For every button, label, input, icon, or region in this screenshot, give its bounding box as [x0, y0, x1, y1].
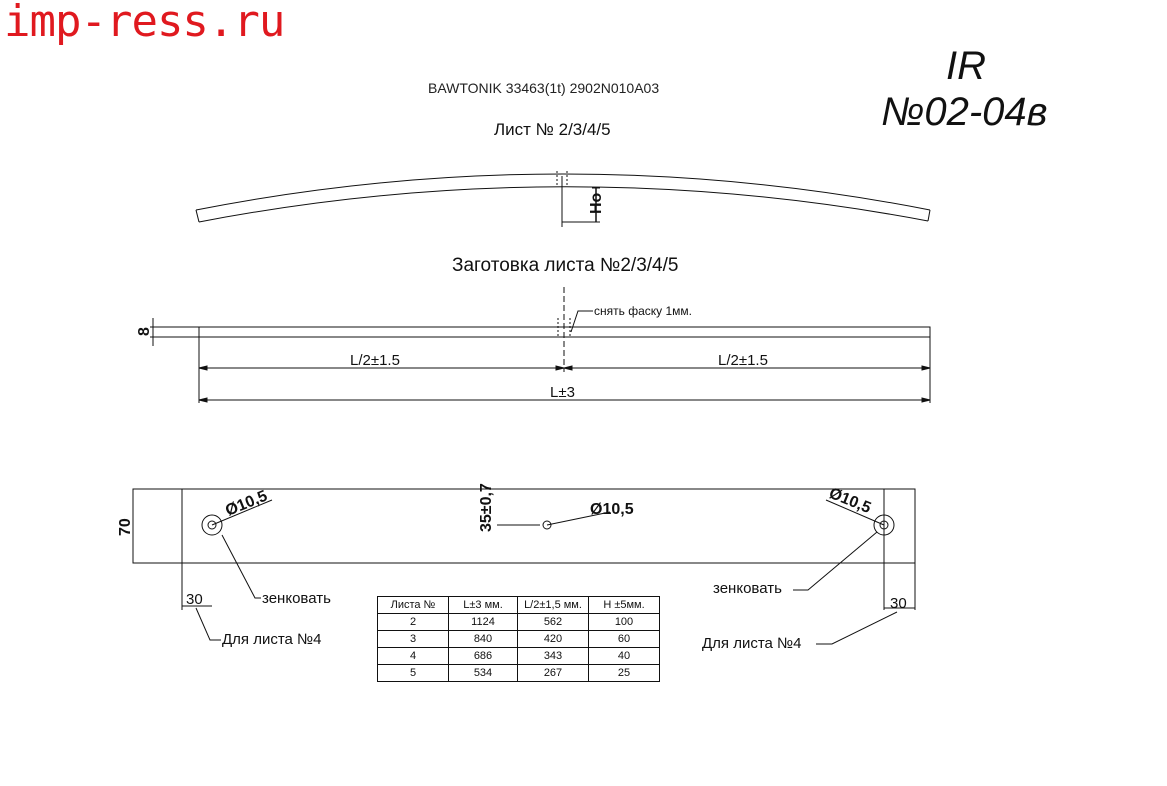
- hole-center-dim: Ø10,5: [590, 501, 634, 518]
- table-cell: 60: [589, 631, 660, 648]
- table-cell: 25: [589, 665, 660, 682]
- table-row: [378, 665, 660, 682]
- table-cell: 420: [518, 631, 589, 648]
- table-cell: 2: [378, 614, 449, 631]
- part-title: BAWTONIK 33463(1t) 2902N010A03: [428, 80, 660, 96]
- column-header: H ±5мм.: [589, 597, 660, 614]
- hole-left-dim: Ø10,5: [223, 487, 270, 520]
- site-watermark: imp-ress.ru: [4, 0, 285, 47]
- note-left: Для листа №4: [222, 631, 322, 648]
- edge-right-dim: 30: [890, 595, 907, 612]
- edge-left-dim: 30: [186, 591, 203, 608]
- table-cell: 686: [449, 648, 518, 665]
- column-header: Листа №: [378, 597, 449, 614]
- width-dim: 70: [117, 518, 134, 536]
- table-row: [378, 648, 660, 665]
- table-cell: 5: [378, 665, 449, 682]
- half-length-left: L/2±1.5: [350, 352, 400, 369]
- table-cell: 534: [449, 665, 518, 682]
- table-cell: 1124: [449, 614, 518, 631]
- table-header-row: [378, 597, 660, 614]
- chamfer-note: снять фаску 1мм.: [594, 304, 692, 318]
- center-offset-dim: 35±0,7: [478, 483, 495, 532]
- table-cell: 562: [518, 614, 589, 631]
- table-cell: 840: [449, 631, 518, 648]
- spec-table: [377, 596, 660, 682]
- table-cell: 40: [589, 648, 660, 665]
- table-cell: 343: [518, 648, 589, 665]
- thickness-dim: 8: [136, 327, 153, 336]
- half-length-right: L/2±1.5: [718, 352, 768, 369]
- column-header: L/2±1,5 мм.: [518, 597, 589, 614]
- column-header: L±3 мм.: [449, 597, 518, 614]
- blank-title: Заготовка листа №2/3/4/5: [452, 255, 679, 276]
- countersink-left: зенковать: [262, 590, 331, 607]
- table-row: [378, 631, 660, 648]
- total-length: L±3: [550, 384, 575, 401]
- table-cell: 4: [378, 648, 449, 665]
- hole-right-dim: Ø10,5: [826, 484, 874, 518]
- table-cell: 267: [518, 665, 589, 682]
- flat-blank-view: [150, 287, 930, 403]
- table-cell: 3: [378, 631, 449, 648]
- height-label: Ho: [588, 192, 605, 214]
- table-cell: 100: [589, 614, 660, 631]
- sheet-title: Лист № 2/3/4/5: [494, 120, 611, 139]
- note-right: Для листа №4: [702, 635, 802, 652]
- table-row: [378, 614, 660, 631]
- drawing-number: №02-04в: [881, 90, 1048, 134]
- title-block-ir: IR: [946, 44, 986, 88]
- countersink-right: зенковать: [713, 580, 782, 597]
- curved-leaf-view: [196, 171, 930, 227]
